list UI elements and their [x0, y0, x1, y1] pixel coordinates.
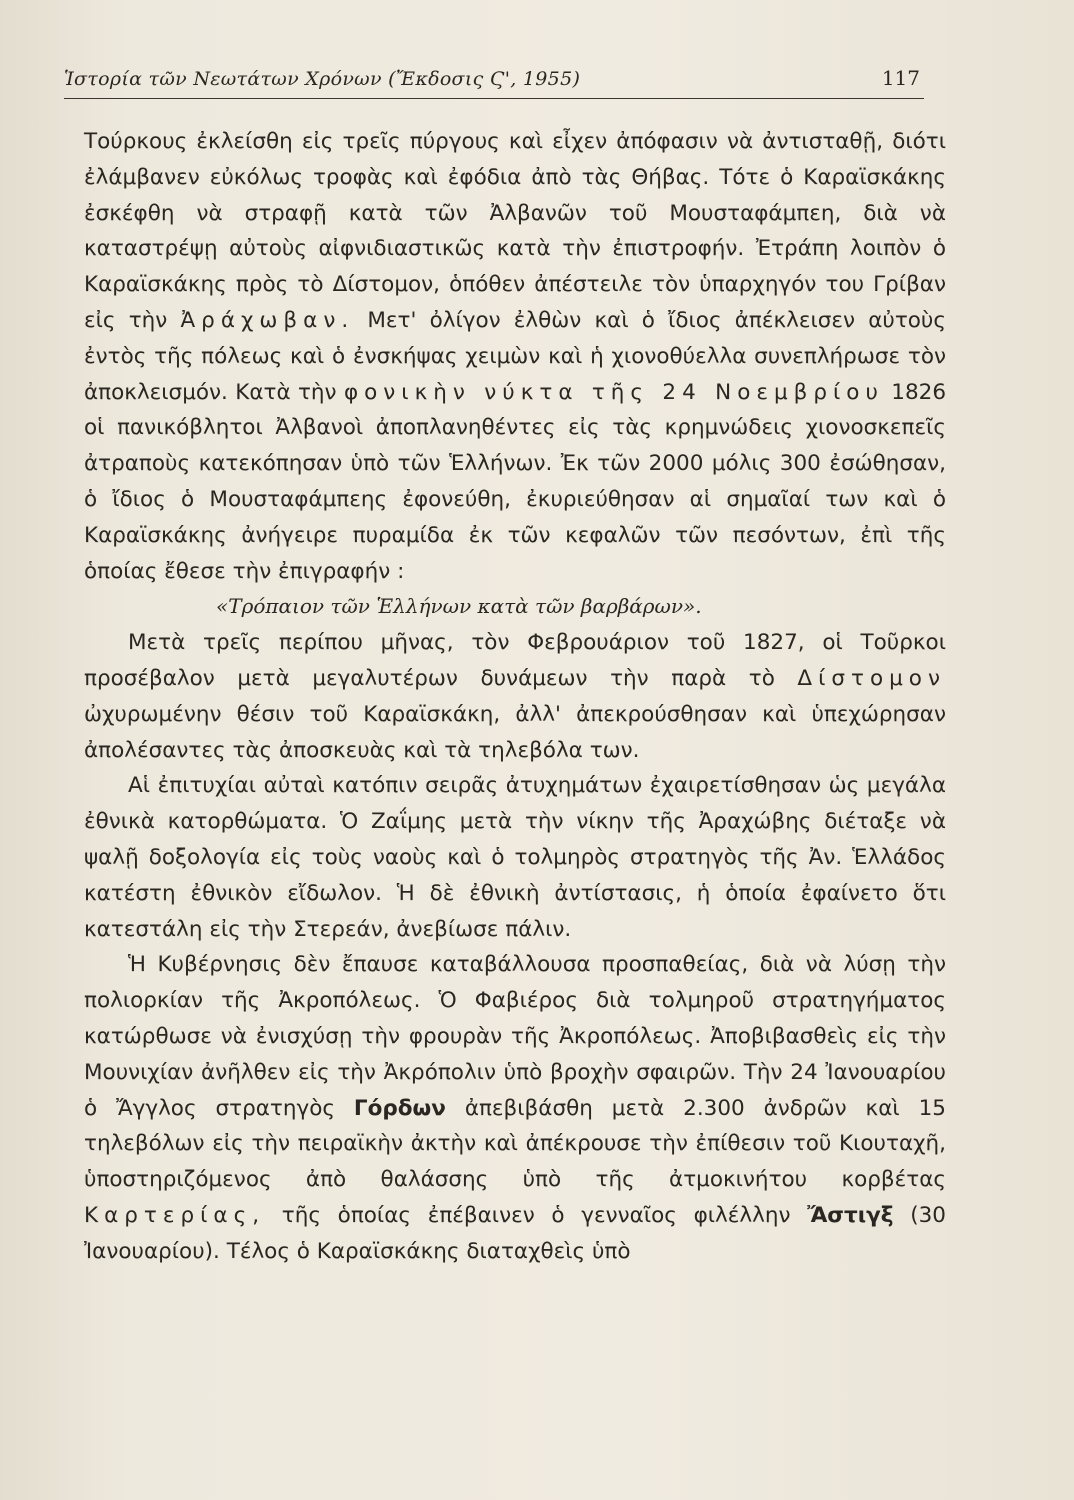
inscription-quote: «Τρόπαιον τῶν Ἑλλήνων κατὰ τῶν βαρβάρων».: [216, 594, 702, 619]
paragraph-4-text-c: τῆς ὁποίας ἐπέβαινεν ὁ γενναῖος φιλέλλην: [281, 1202, 791, 1228]
paragraph-2-text-b: ὠχυρωμένην θέσιν τοῦ Καραϊσκάκη, ἀλλ' ἀπεκρούσθησαν καὶ ὑπεχώρησαν ἀπολέσαντες τὰς ἀποσκευὰς καὶ τὰ τηλεβόλα των.: [84, 701, 946, 763]
paragraph-2: [84, 625, 946, 768]
paragraph-4: [84, 947, 946, 1269]
bold-name-gordon: Γόρδων: [353, 1095, 446, 1121]
running-header: [64, 66, 924, 99]
page-number: 117: [881, 66, 920, 90]
paragraph-1-text-b: Μετ' ὀλίγον ἐλθὼν καὶ ὁ ἴδιος ἀπέκλεισεν αὐτοὺς ἐντὸς τῆς πόλεως καὶ ὁ ἐνσκήψας χειμὼν καὶ ἡ χιονοθύελλα συνεπλήρωσε τὸν ἀποκλεισμόν. Κατὰ τὴν: [84, 307, 946, 405]
paragraph-4-text-b: ἀπεβιβάσθη μετὰ 2.300 ἀνδρῶν καὶ 15 τηλεβόλων εἰς τὴν πειραϊκὴν ἀκτὴν καὶ ἀπέκρουσε τὴν ἐπίθεσιν τοῦ Κιουταχῆ, ὑποστηριζόμενος ἀπὸ θαλάσσης ὑπὸ τῆς ἀτμοκινήτου κορβέτας: [84, 1095, 946, 1193]
paragraph-2-text-a: Μετὰ τρεῖς περίπου μῆνας, τὸν Φεβρουάριον τοῦ 1827, οἱ Τοῦρκοι προσέβαλον μετὰ μεγαλυτέρων δυνάμεων τὴν παρὰ τὸ: [84, 630, 946, 691]
paragraph-1: [84, 124, 946, 589]
spaced-phrase-deadly-night: φονικὴν νύκτα τῆς 24 Νοεμβρίου: [343, 379, 884, 405]
book-title: Ἱστορία τῶν Νεωτάτων Χρόνων (Ἔκδοσις Ϛ', 1955): [64, 68, 581, 90]
spaced-ship-name-karteria: Καρτερίας,: [84, 1202, 266, 1228]
paragraph-3: Αἱ ἐπιτυχίαι αὐταὶ κατόπιν σειρᾶς ἀτυχημάτων ἐχαιρετίσθησαν ὡς μεγάλα ἐθνικὰ κατορθώματα. Ὁ Ζαΐμης μετὰ τὴν νίκην τῆς Ἀραχώβης διέταξε νὰ ψαλῇ δοξολογία εἰς τοὺς ναοὺς καὶ ὁ τολμηρὸς στρατηγὸς τῆς Ἀν. Ἑλλάδος κατέστη ἐθνικὸν εἴδωλον. Ἡ δὲ ἐθνικὴ ἀντίστασις, ἡ ὁποία ἐφαίνετο ὅτι κατεστάλη εἰς τὴν Στερεάν, ἀνεβίωσε πάλιν.: [84, 773, 946, 942]
paragraph-1-text-c: 1826 οἱ πανικόβλητοι Ἀλβανοὶ ἀποπλανηθέντες εἰς τὰς κρημνώδεις χιονοσκεπεῖς ἀτραποὺς κατεκόπησαν ὑπὸ τῶν Ἑλλήνων. Ἐκ τῶν 2000 μόλις 300 ἐσώθησαν, ὁ ἴδιος ὁ Μουσταφάμπεης ἐφονεύθη, ἐκυριεύθησαν αἱ σημαῖαί των καὶ ὁ Καραϊσκάκης ἀνήγειρε πυραμίδα ἐκ τῶν κεφαλῶν τῶν πεσόντων, ἐπὶ τῆς ὁποίας ἔθεσε τὴν ἐπιγραφήν :: [84, 379, 946, 584]
paragraph-4-text-d: (30 Ἰανουαρίου). Τέλος ὁ Καραϊσκάκης διαταχθεὶς ὑπὸ: [84, 1202, 946, 1264]
spaced-place-name-distomo: Δίστομον: [797, 665, 946, 691]
paragraph-4-text-a: Ἡ Κυβέρνησις δὲν ἔπαυσε καταβάλλουσα προσπαθείας, διὰ νὰ λύσῃ τὴν πολιορκίαν τῆς Ἀκροπόλεως. Ὁ Φαβιέρος διὰ τολμηροῦ στρατηγήματος κατώρθωσε νὰ ἐνισχύσῃ τὴν φρουρὰν τῆς Ἀκροπόλεως. Ἀποβιβασθεὶς εἰς τὴν Μουνιχίαν ἀνῆλθεν εἰς τὴν Ἀκρόπολιν ὑπὸ βροχὴν σφαιρῶν. Τὴν 24 Ἰανουαρίου ὁ Ἄγγλος στρατηγὸς: [84, 952, 946, 1121]
bold-name-astigx: Ἄστιγξ: [807, 1202, 894, 1228]
body-text: [84, 124, 946, 1270]
paragraph-1-text-a: Τούρκους ἐκλείσθη εἰς τρεῖς πύργους καὶ εἶχεν ἀπόφασιν νὰ ἀντισταθῇ, διότι ἐλάμβανεν εὐκόλως τροφὰς καὶ ἐφόδια ἀπὸ τὰς Θήβας. Τότε ὁ Καραϊσκάκης ἐσκέφθη νὰ στραφῇ κατὰ τῶν Ἀλβανῶν τοῦ Μουσταφάμπεη, διὰ νὰ καταστρέψῃ αὐτοὺς αἰφνιδιαστικῶς κατὰ τὴν ἐπιστροφήν. Ἐτράπη λοιπὸν ὁ Καραϊσκάκης πρὸς τὸ Δίστομον, ὁπόθεν ἀπέστειλε τὸν ὑπαρχηγόν του Γρίβαν εἰς τὴν: [84, 129, 946, 333]
spaced-place-name-arachova: Ἀράχωβαν.: [180, 307, 355, 333]
